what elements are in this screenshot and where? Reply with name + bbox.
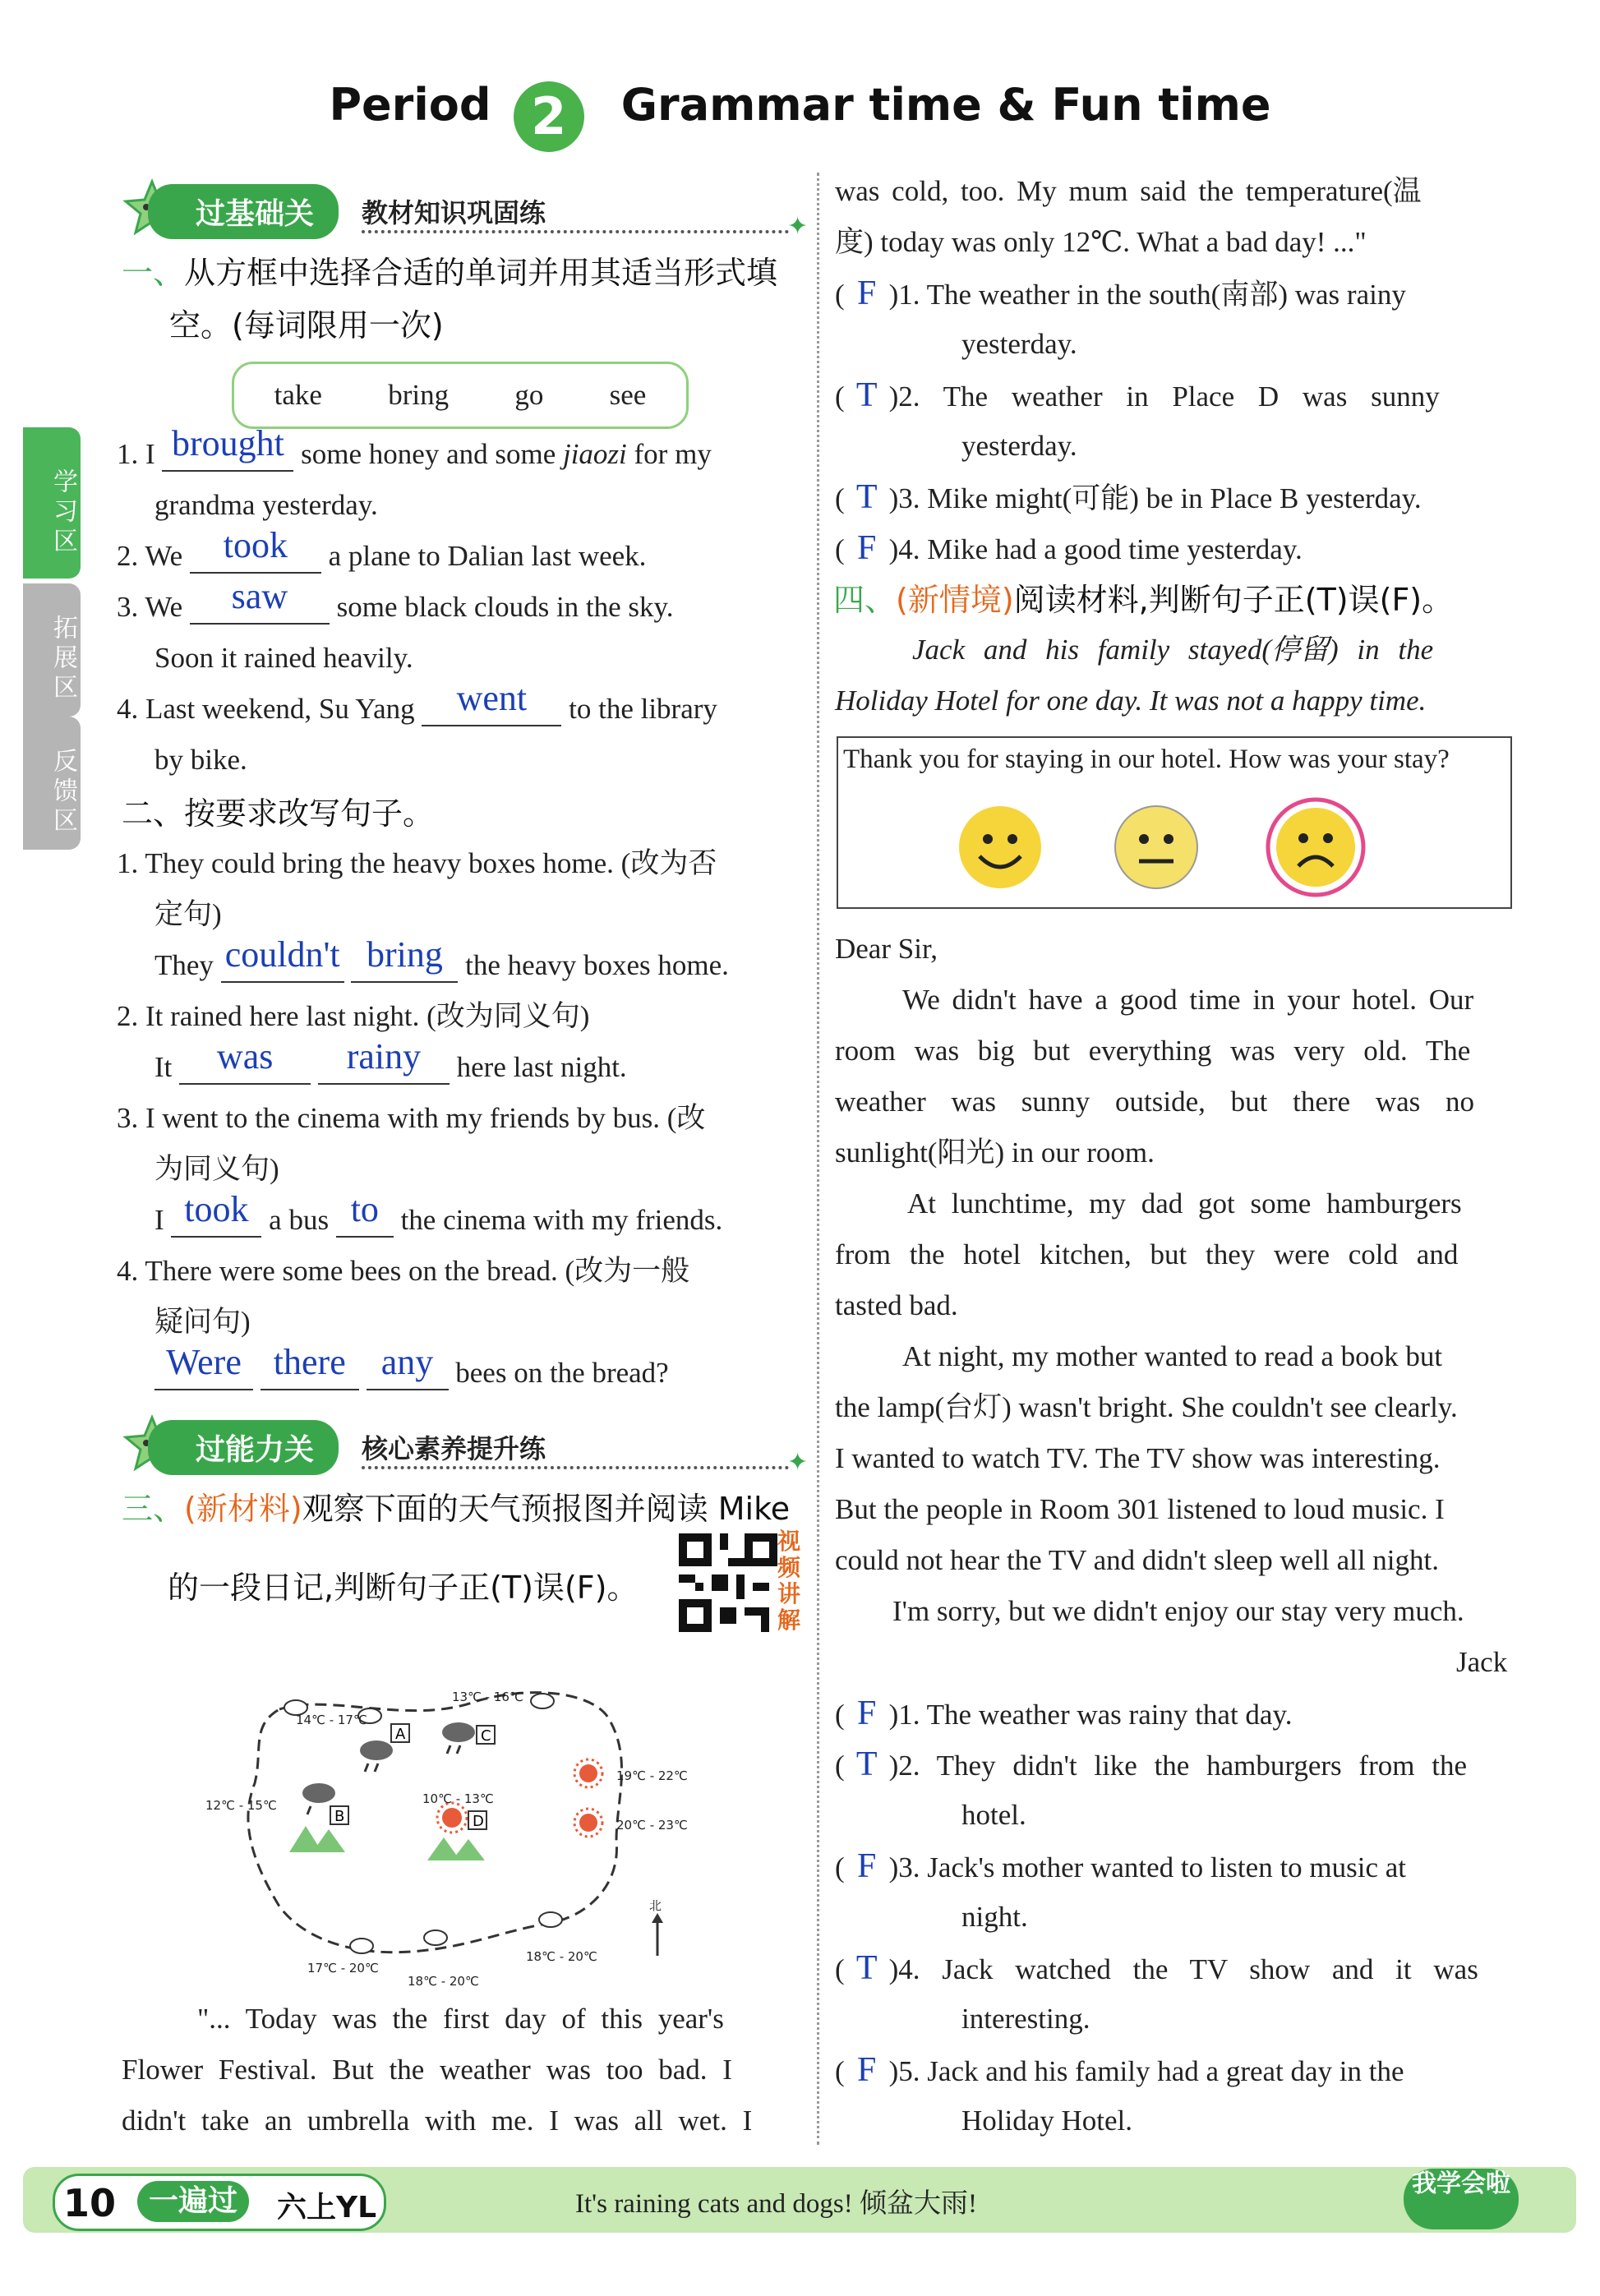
q4-tf-1: ( F )1. The weather was rainy that day.: [835, 1688, 1292, 1740]
q1-item-2-answer: took: [223, 525, 288, 565]
q1-item-4-pre: 4. Last weekend, Su Yang: [117, 693, 415, 725]
section-banner-basic: [123, 182, 809, 241]
q2-item-3-blank-1[interactable]: [171, 1189, 261, 1238]
q4-tf-5-answer[interactable]: F: [856, 2051, 877, 2089]
q4-tf-2-line2: hotel.: [961, 1799, 1026, 1831]
brand-name: 一遍过: [137, 2181, 249, 2222]
banner-rule: [362, 230, 789, 233]
q2-item-4-answer-1: Were: [166, 1342, 242, 1382]
q3-number: 三、: [122, 1491, 185, 1527]
weather-map: [205, 1676, 688, 1989]
q1-item-2-post: a plane to Dalian last week.: [328, 540, 647, 572]
q1-number: 一、: [122, 255, 185, 291]
q4-heading-text: 阅读材料,判断句子正(T)误(F)。: [1013, 582, 1454, 618]
svg-text:C: C: [481, 1727, 491, 1745]
letter-line-11: But the people in Room 301 listened to loud music. I: [835, 1493, 1445, 1525]
svg-text:B: B: [334, 1808, 345, 1825]
sad-face-icon[interactable]: [1264, 795, 1367, 899]
q2-item-4-post: bees on the bread?: [455, 1357, 669, 1389]
q2-item-4-line1: 4. There were some bees on the bread. (改为一般: [117, 1255, 690, 1287]
q3-tag: (新材料): [184, 1491, 302, 1527]
q4-heading: [833, 574, 1453, 626]
q2-item-1-line2: 定句): [154, 898, 222, 930]
q1-item-2-pre: 2. We: [117, 540, 183, 572]
q4-tf-3-line2: night.: [961, 1901, 1028, 1933]
q2-item-2-answer-1: was: [216, 1036, 274, 1077]
q1-item-4-post: to the library: [569, 693, 717, 725]
diary-line-4: was cold, too. My mum said the temperature(温: [835, 175, 1422, 207]
q4-tag: (新情境): [896, 582, 1014, 618]
q4-intro-2: Holiday Hotel for one day. It was not a happy time.: [835, 685, 1427, 717]
q2-item-2-blank-1[interactable]: [179, 1036, 311, 1085]
page-title: [0, 79, 1600, 152]
q4-tf-3-answer[interactable]: F: [856, 1847, 877, 1885]
q1-item-1-post2: for my: [634, 438, 712, 470]
q2-item-4-answer-3: any: [380, 1342, 434, 1382]
q2-item-3-blank-2[interactable]: [336, 1189, 394, 1238]
q4-tf-5: ( F )5. Jack and his family had a great day in the: [835, 2045, 1404, 2097]
q1-item-3: [117, 576, 674, 633]
q3-tf-4-answer[interactable]: F: [856, 529, 877, 567]
temp-label-d: 10℃ - 13℃: [422, 1791, 494, 1806]
q2-item-1-blank-2[interactable]: [351, 934, 458, 983]
banner-rule: [362, 1466, 789, 1469]
q4-tf-3: ( F )3. Jack's mother wanted to listen to music at: [835, 1841, 1406, 1893]
word-go: go: [514, 379, 544, 411]
letter-line-10: I wanted to watch TV. The TV show was interesting.: [835, 1442, 1441, 1474]
letter-line-13: I'm sorry, but we didn't enjoy our stay very much.: [892, 1595, 1464, 1627]
section-banner-ability: [123, 1418, 809, 1477]
q4-tf-5-text: )5. Jack and his family had a great day in the: [888, 2055, 1404, 2087]
q1-heading-line2: 空。(每词限用一次): [169, 307, 444, 343]
q3-heading-line1: 观察下面的天气预报图并阅读 Mike: [302, 1491, 791, 1527]
q2-item-3-line1: 3. I went to the cinema with my friends by bus. (改: [117, 1102, 706, 1134]
q1-item-1: [117, 423, 712, 480]
q2-item-3-answer-row: [154, 1189, 723, 1246]
letter-line-7: tasted bad.: [835, 1289, 958, 1321]
q1-item-3-line2: Soon it rained heavily.: [154, 642, 413, 674]
svg-text:A: A: [395, 1726, 406, 1743]
q3-tf-1-answer[interactable]: F: [856, 274, 877, 312]
q1-heading-line1: 从方框中选择合适的单词并用其适当形式填: [184, 255, 778, 291]
letter-line-1: We didn't have a good time in your hotel. Our: [902, 984, 1474, 1016]
side-tab-feedback[interactable]: 反馈区: [23, 717, 81, 850]
q1-item-4: [117, 678, 717, 735]
q2-item-3-line2: 为同义句): [154, 1153, 279, 1185]
q1-item-1-answer: brought: [171, 423, 284, 463]
temp-label-east2: 20℃ - 23℃: [616, 1818, 688, 1833]
q4-tf-3-text: )3. Jack's mother wanted to listen to music at: [888, 1851, 1407, 1883]
q4-tf-4-line2: interesting.: [961, 2003, 1090, 2035]
q2-item-4-blank-3[interactable]: [367, 1342, 449, 1390]
q2-item-4-answer-row: [154, 1342, 669, 1399]
q1-item-4-answer: went: [456, 678, 528, 718]
q3-tf-1-text: )1. The weather in the south(南部) was rainy: [888, 279, 1406, 311]
q1-heading: [122, 247, 804, 352]
temp-label-c: 13℃ - 16℃: [452, 1690, 523, 1704]
q4-tf-2: ( T )2. They didn't like the hamburgers from the: [835, 1739, 1467, 1791]
q2-item-2-answer-2: rainy: [346, 1036, 422, 1077]
q2-item-2-answer-row: [154, 1036, 627, 1093]
border-cloud-icons: [284, 1694, 562, 1953]
survey-question: Thank you for staying in our hotel. How was your stay?: [843, 745, 1450, 774]
word-box: [232, 362, 689, 429]
q2-item-3-mid: a bus: [269, 1204, 330, 1236]
side-tab-extend[interactable]: 拓展区: [23, 583, 81, 717]
q2-item-1-blank-1[interactable]: [221, 934, 344, 983]
q1-item-1-italic: jiaozi: [562, 438, 627, 470]
rain-cloud-icon: [360, 1740, 393, 1772]
q1-item-3-blank[interactable]: [190, 576, 330, 625]
temp-label-a: 14℃ - 17℃: [296, 1713, 367, 1727]
letter-line-3: weather was sunny outside, but there was no: [835, 1086, 1475, 1118]
diary-line-3: didn't take an umbrella with me. I was all wet. I: [122, 2105, 753, 2137]
letter-line-12: could not hear the TV and didn't sleep well all night.: [835, 1544, 1439, 1576]
temp-label-b: 12℃ - 15℃: [205, 1798, 277, 1813]
footer-bar: [23, 2167, 1576, 2233]
q1-item-1-pre: 1. I: [117, 438, 155, 470]
qr-code-icon[interactable]: [679, 1533, 777, 1632]
q2-item-2-post: here last night.: [456, 1051, 627, 1083]
q3-heading: [122, 1482, 804, 1535]
footer-logo: 我学会啦: [1404, 2169, 1519, 2229]
section-badge: 过基础关: [148, 184, 339, 239]
q3-tf-2-text: )2. The weather in Place D was sunny: [888, 380, 1440, 413]
happy-face-icon[interactable]: [955, 802, 1045, 892]
q4-tf-4: ( T )4. Jack watched the TV show and it was: [835, 1943, 1478, 1995]
q2-item-2-pre: It: [154, 1051, 173, 1083]
q2-item-4-answer-2: there: [273, 1342, 346, 1382]
q1-item-1-line2: grandma yesterday.: [154, 489, 378, 521]
q3-tf-4-text: )4. Mike had a good time yesterday.: [888, 533, 1303, 565]
period-word: Period: [329, 79, 491, 131]
q4-tf-1-answer[interactable]: F: [856, 1694, 877, 1732]
q2-item-4-blank-2[interactable]: [261, 1342, 359, 1390]
diary-line-2: Flower Festival. But the weather was too bad. I: [122, 2054, 732, 2086]
q1-item-3-pre: 3. We: [117, 591, 183, 623]
q1-item-1-blank[interactable]: [162, 423, 293, 472]
sun-icon: [574, 1809, 602, 1837]
letter-line-4: sunlight(阳光) in our room.: [835, 1136, 1155, 1169]
q3-tf-3-text: )3. Mike might(可能) be in Place B yesterday.: [888, 482, 1422, 514]
qr-caption: 视频讲解: [777, 1528, 801, 1634]
q2-item-2-line1: 2. It rained here last night. (改为同义句): [117, 1000, 590, 1032]
lesson-title: Grammar time & Fun time: [620, 79, 1271, 131]
sun-icon: [437, 1803, 467, 1833]
section-badge: 过能力关: [148, 1420, 339, 1475]
leaf-icon: ✦: [787, 212, 809, 241]
word-take: take: [274, 379, 322, 411]
q3-tf-1-line2: yesterday.: [961, 328, 1077, 360]
letter-line-6: from the hotel kitchen, but they were cold and: [835, 1238, 1459, 1270]
temp-label-sw: 17℃ - 20℃: [307, 1961, 379, 1976]
letter-signature: Jack: [1456, 1646, 1508, 1678]
q2-item-3-answer-2: to: [350, 1189, 379, 1229]
q4-tf-2-text: )2. They didn't like the hamburgers from the: [888, 1750, 1467, 1782]
q4-number: 四、: [833, 582, 897, 618]
q1-item-3-post: some black clouds in the sky.: [336, 591, 674, 623]
word-bring: bring: [388, 379, 450, 411]
q4-tf-2-answer[interactable]: T: [855, 1745, 878, 1783]
diary-line-5: 度) today was only 12℃. What a bad day! ...": [835, 226, 1367, 258]
section-subtitle: 教材知识巩固练: [362, 197, 546, 228]
q2-item-4-blank-1[interactable]: [154, 1342, 253, 1390]
q2-item-1-answer-row: [154, 934, 729, 991]
q1-item-1-post: some honey and some: [301, 438, 556, 470]
q2-item-1-pre: They: [154, 949, 214, 981]
q3-tf-2-answer[interactable]: T: [855, 376, 878, 414]
q4-tf-1-text: )1. The weather was rainy that day.: [888, 1699, 1293, 1731]
q4-tf-4-text: )4. Jack watched the TV show and it was: [888, 1953, 1478, 1985]
q2-item-3-answer-1: took: [184, 1189, 249, 1229]
period-number-badge: 2: [514, 81, 584, 152]
q3-tf-1: ( F )1. The weather in the south(南部) was rainy: [835, 268, 1406, 320]
temp-label-se: 18℃ - 20℃: [526, 1949, 597, 1964]
footer-proverb: It's raining cats and dogs! 倾盆大雨!: [575, 2189, 977, 2219]
q1-item-2-blank[interactable]: [190, 525, 321, 574]
q3-heading-line2: 的一段日记,判断句子正(T)误(F)。: [168, 1570, 639, 1606]
q2-item-3-pre: I: [154, 1204, 164, 1236]
letter-line-8: At night, my mother wanted to read a book but: [902, 1340, 1443, 1372]
q1-item-4-blank[interactable]: [422, 678, 561, 726]
grade-label: 六上YL: [277, 2191, 377, 2225]
rain-cloud-icon: [442, 1722, 475, 1754]
survey-box: [837, 736, 1512, 909]
north-label: 北: [649, 1898, 662, 1913]
temp-label-east1: 19℃ - 22℃: [616, 1768, 688, 1783]
word-see: see: [609, 379, 647, 411]
q2-item-1-answer-1: couldn't: [224, 934, 340, 975]
page-number: 10: [63, 2181, 117, 2225]
sun-icon: [574, 1759, 602, 1787]
q3-tf-3: ( T )3. Mike might(可能) be in Place B yesterday.: [835, 472, 1422, 524]
letter-greeting: Dear Sir,: [835, 933, 938, 965]
q2-item-4-line2: 疑问句): [154, 1306, 251, 1338]
letter-line-5: At lunchtime, my dad got some hamburgers: [907, 1187, 1462, 1219]
section-subtitle: 核心素养提升练: [362, 1433, 546, 1464]
q3-tf-3-answer[interactable]: T: [855, 478, 878, 516]
neutral-face-icon[interactable]: [1111, 802, 1201, 892]
leaf-icon: ✦: [787, 1448, 809, 1477]
q2-heading: 二、按要求改写句子。: [122, 795, 435, 832]
q2-item-1-answer-2: bring: [366, 934, 443, 975]
q4-intro-1: Jack and his family stayed(停留) in the: [912, 634, 1434, 666]
q2-item-3-post: the cinema with my friends.: [400, 1204, 723, 1236]
q1-item-4-line2: by bike.: [154, 744, 247, 776]
q3-tf-4: ( F )4. Mike had a good time yesterday.: [835, 523, 1303, 575]
q3-tf-2: ( T )2. The weather in Place D was sunny: [835, 370, 1440, 422]
q4-tf-4-answer[interactable]: T: [855, 1949, 878, 1987]
letter-line-9: the lamp(台灯) wasn't bright. She couldn't see clearly.: [835, 1391, 1458, 1423]
q1-item-2: [117, 525, 647, 582]
footer-brand-pill: [53, 2174, 386, 2231]
q2-item-1-post: the heavy boxes home.: [465, 949, 729, 981]
svg-text:D: D: [473, 1813, 484, 1830]
q2-item-1-line1: 1. They could bring the heavy boxes home. (改为否: [117, 847, 717, 879]
q1-item-3-answer: saw: [231, 576, 288, 616]
letter-line-2: room was big but everything was very old. The: [835, 1035, 1471, 1067]
q4-tf-5-line2: Holiday Hotel.: [961, 2105, 1133, 2137]
temp-label-s: 18℃ - 20℃: [408, 1974, 479, 1989]
q3-tf-2-line2: yesterday.: [961, 430, 1077, 462]
q2-item-2-blank-2[interactable]: [318, 1036, 450, 1085]
diary-line-1: "... Today was the first day of this year's: [197, 2003, 724, 2035]
side-tab-study[interactable]: 学习区: [23, 427, 81, 579]
column-divider: [817, 173, 819, 2145]
